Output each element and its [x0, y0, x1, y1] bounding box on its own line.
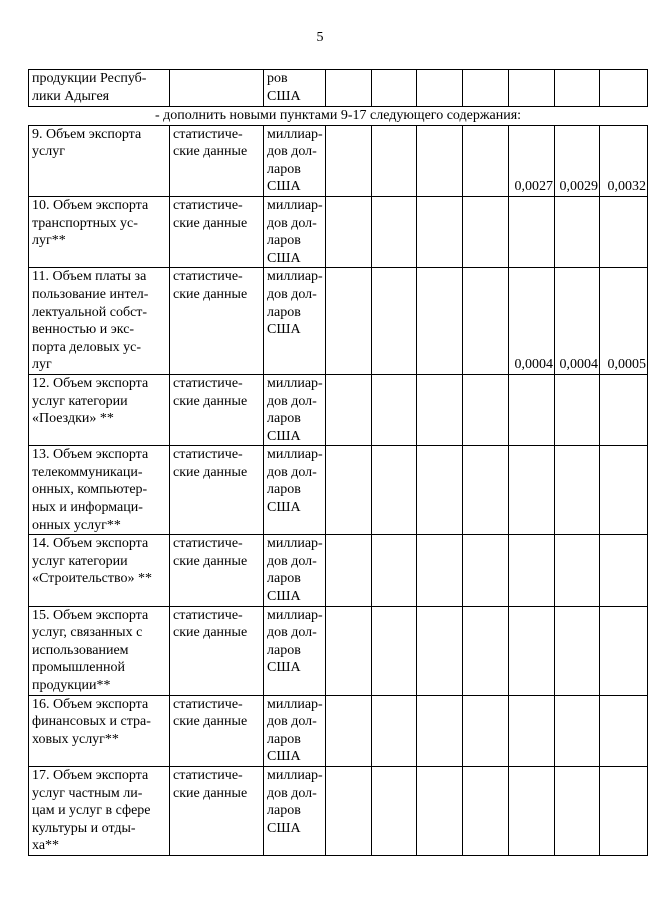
cell-line: миллиар-	[267, 197, 323, 213]
table-row	[29, 125, 648, 196]
cell-line: ские данные	[173, 144, 248, 160]
table-body	[29, 70, 648, 856]
source-cell	[170, 374, 264, 445]
cell-line: ров	[267, 71, 288, 86]
value-cell	[600, 196, 648, 267]
value-cell	[600, 70, 648, 107]
unit-cell	[264, 446, 326, 535]
source-cell	[170, 125, 264, 196]
cell-line: ховых услуг**	[32, 731, 119, 747]
value-cell	[417, 196, 463, 267]
value-cell	[372, 125, 417, 196]
cell-line: услуг	[32, 144, 65, 160]
value-cell	[509, 70, 555, 107]
unit-cell	[264, 196, 326, 267]
cell-line: 10. Объем экспорта	[32, 197, 149, 213]
cell-line: миллиар-	[267, 269, 323, 285]
value-cell	[463, 535, 509, 606]
value-cell	[555, 196, 600, 267]
source-cell	[170, 70, 264, 107]
cell-line: ские данные	[173, 714, 248, 730]
cell-line: продукции Респуб-	[32, 71, 147, 86]
value-cell	[326, 125, 372, 196]
cell-line: 11. Объем платы за	[32, 269, 147, 285]
cell-line: услуг частным ли-	[32, 785, 143, 801]
value-cell	[509, 606, 555, 695]
cell-line: лектуальной собст-	[32, 304, 148, 320]
cell-line: 14. Объем экспорта	[32, 536, 149, 552]
value-cell	[555, 70, 600, 107]
value-cell	[372, 196, 417, 267]
cell-line: ларов	[267, 642, 301, 658]
cell-line: статистиче-	[173, 536, 243, 552]
cell-line: дов дол-	[267, 785, 317, 801]
unit-cell	[264, 695, 326, 766]
value-cell	[417, 70, 463, 107]
cell-line: дов дол-	[267, 464, 317, 480]
value-cell	[326, 446, 372, 535]
value-cell	[372, 535, 417, 606]
value-cell	[600, 446, 648, 535]
value-cell	[555, 695, 600, 766]
cell-line: миллиар-	[267, 375, 323, 391]
table-row	[29, 766, 648, 855]
indicator-name-cell	[29, 196, 170, 267]
cell-line: услуг, связанных с	[32, 625, 143, 641]
cell-line: статистиче-	[173, 447, 243, 463]
cell-line: США	[267, 749, 301, 765]
cell-line: статистиче-	[173, 269, 243, 285]
indicator-name-cell	[29, 446, 170, 535]
cell-line: промышленной	[32, 660, 125, 676]
cell-line: США	[267, 88, 301, 104]
value-cell	[372, 268, 417, 375]
value-cell	[326, 268, 372, 375]
cell-line: услуг категории	[32, 553, 128, 569]
cell-line: луг**	[32, 233, 66, 249]
cell-line: миллиар-	[267, 767, 323, 783]
value-cell	[372, 70, 417, 107]
value-cell	[555, 535, 600, 606]
value-cell	[326, 766, 372, 855]
indicator-name-cell	[29, 70, 170, 107]
value-cell	[372, 374, 417, 445]
cell-line: услуг категории	[32, 393, 128, 409]
value-cell	[600, 606, 648, 695]
cell-line: США	[267, 250, 301, 266]
value-cell	[463, 374, 509, 445]
cell-line: ларов	[267, 731, 301, 747]
cell-line: венностью и экс-	[32, 322, 135, 338]
cell-line: ларов	[267, 304, 301, 320]
table-row	[29, 606, 648, 695]
cell-line: статистиче-	[173, 767, 243, 783]
cell-line: 9. Объем экспорта	[32, 126, 142, 142]
cell-line: дов дол-	[267, 625, 317, 641]
cell-line: ларов	[267, 161, 301, 177]
separator-row	[29, 107, 648, 126]
source-cell	[170, 446, 264, 535]
value-cell	[417, 606, 463, 695]
cell-line: использованием	[32, 642, 129, 658]
cell-line: ларов	[267, 482, 301, 498]
indicator-name-cell	[29, 606, 170, 695]
value-cell	[463, 196, 509, 267]
indicator-name-cell	[29, 766, 170, 855]
table-row	[29, 374, 648, 445]
source-cell	[170, 766, 264, 855]
cell-line: дов дол-	[267, 393, 317, 409]
cell-line: статистиче-	[173, 696, 243, 712]
cell-line: транспортных ус-	[32, 215, 138, 231]
table-row	[29, 196, 648, 267]
cell-line: 17. Объем экспорта	[32, 767, 149, 783]
value-cell	[600, 766, 648, 855]
table-row	[29, 695, 648, 766]
value-cell	[372, 446, 417, 535]
cell-line: США	[267, 428, 301, 444]
value-cell	[463, 695, 509, 766]
value-cell	[326, 606, 372, 695]
indicator-name-cell	[29, 374, 170, 445]
unit-cell	[264, 766, 326, 855]
cell-line: дов дол-	[267, 144, 317, 160]
page-number: 5	[316, 30, 324, 45]
unit-cell	[264, 535, 326, 606]
cell-line: порта деловых ус-	[32, 339, 142, 355]
indicator-name-cell	[29, 535, 170, 606]
cell-line: США	[267, 820, 301, 836]
indicator-name-cell	[29, 125, 170, 196]
cell-line: ские данные	[173, 393, 248, 409]
unit-cell	[264, 374, 326, 445]
separator-text: - дополнить новыми пунктами 9-17 следующего содержания:	[29, 107, 648, 126]
cell-line: ские данные	[173, 553, 248, 569]
cell-line: миллиар-	[267, 447, 323, 463]
cell-line: онных услуг**	[32, 517, 121, 533]
cell-line: ские данные	[173, 286, 248, 302]
value-cell: 0,0004	[555, 268, 600, 375]
cell-line: статистиче-	[173, 375, 243, 391]
value-cell	[326, 70, 372, 107]
cell-line: статистиче-	[173, 197, 243, 213]
value-cell: 0,0032	[600, 125, 648, 196]
cell-line: ские данные	[173, 785, 248, 801]
value-cell	[555, 766, 600, 855]
source-cell	[170, 606, 264, 695]
value-cell: 0,0004	[509, 268, 555, 375]
cell-line: 13. Объем экспорта	[32, 447, 149, 463]
value-cell	[509, 374, 555, 445]
value-cell	[326, 695, 372, 766]
source-cell	[170, 535, 264, 606]
table-row	[29, 535, 648, 606]
table-row	[29, 70, 648, 107]
cell-line: ларов	[267, 233, 301, 249]
cell-line: финансовых и стра-	[32, 714, 151, 730]
cell-line: миллиар-	[267, 126, 323, 142]
unit-cell	[264, 125, 326, 196]
value-cell	[463, 125, 509, 196]
cell-line: 16. Объем экспорта	[32, 696, 149, 712]
value-cell	[326, 374, 372, 445]
indicator-name-cell	[29, 695, 170, 766]
cell-line: дов дол-	[267, 286, 317, 302]
value-cell	[509, 196, 555, 267]
value-cell	[372, 766, 417, 855]
value-cell	[372, 695, 417, 766]
cell-line: онных, компьютер-	[32, 482, 148, 498]
value-cell	[417, 268, 463, 375]
unit-cell	[264, 268, 326, 375]
cell-line: ские данные	[173, 464, 248, 480]
cell-line: ха**	[32, 838, 60, 854]
cell-line: США	[267, 322, 301, 338]
value-cell: 0,0027	[509, 125, 555, 196]
value-cell	[326, 535, 372, 606]
value-cell	[417, 446, 463, 535]
cell-line: США	[267, 660, 301, 676]
cell-line: дов дол-	[267, 714, 317, 730]
cell-line: миллиар-	[267, 696, 323, 712]
cell-line: телекоммуникаци-	[32, 464, 143, 480]
value-cell	[463, 766, 509, 855]
cell-line: цам и услуг в сфере	[32, 803, 151, 819]
cell-line: США	[267, 500, 301, 516]
cell-line: США	[267, 589, 301, 605]
cell-line: статистиче-	[173, 607, 243, 623]
value-cell	[555, 374, 600, 445]
source-cell	[170, 196, 264, 267]
value-cell: 0,0029	[555, 125, 600, 196]
value-cell	[509, 446, 555, 535]
cell-line: ские данные	[173, 625, 248, 641]
value-cell	[600, 374, 648, 445]
unit-cell	[264, 70, 326, 107]
cell-line: миллиар-	[267, 536, 323, 552]
value-cell	[509, 695, 555, 766]
value-cell	[509, 535, 555, 606]
source-cell	[170, 268, 264, 375]
value-cell: 0,0005	[600, 268, 648, 375]
value-cell	[463, 606, 509, 695]
cell-line: миллиар-	[267, 607, 323, 623]
cell-line: США	[267, 179, 301, 195]
cell-line: «Поездки» **	[32, 411, 114, 427]
cell-line: пользование интел-	[32, 286, 149, 302]
cell-line: дов дол-	[267, 215, 317, 231]
value-cell	[555, 446, 600, 535]
source-cell	[170, 695, 264, 766]
unit-cell	[264, 606, 326, 695]
cell-line: ские данные	[173, 215, 248, 231]
cell-line: ларов	[267, 571, 301, 587]
value-cell	[555, 606, 600, 695]
indicators-table	[28, 69, 648, 856]
value-cell	[463, 446, 509, 535]
cell-line: ларов	[267, 803, 301, 819]
value-cell	[417, 374, 463, 445]
value-cell	[463, 268, 509, 375]
value-cell	[417, 125, 463, 196]
cell-line: продукции**	[32, 678, 111, 693]
value-cell	[417, 695, 463, 766]
table-row	[29, 268, 648, 375]
cell-line: 15. Объем экспорта	[32, 607, 149, 623]
cell-line: 12. Объем экспорта	[32, 375, 149, 391]
value-cell	[509, 766, 555, 855]
cell-line: луг	[32, 357, 52, 373]
cell-line: культуры и отды-	[32, 820, 136, 836]
value-cell	[326, 196, 372, 267]
value-cell	[372, 606, 417, 695]
value-cell	[463, 70, 509, 107]
cell-line: лики Адыгея	[32, 88, 110, 104]
cell-line: «Строительство» **	[32, 571, 152, 587]
value-cell	[417, 535, 463, 606]
value-cell	[600, 695, 648, 766]
value-cell	[417, 766, 463, 855]
cell-line: дов дол-	[267, 553, 317, 569]
indicator-name-cell	[29, 268, 170, 375]
cell-line: ных и информаци-	[32, 500, 143, 516]
cell-line: ларов	[267, 411, 301, 427]
cell-line: статистиче-	[173, 126, 243, 142]
table-row	[29, 446, 648, 535]
value-cell	[600, 535, 648, 606]
